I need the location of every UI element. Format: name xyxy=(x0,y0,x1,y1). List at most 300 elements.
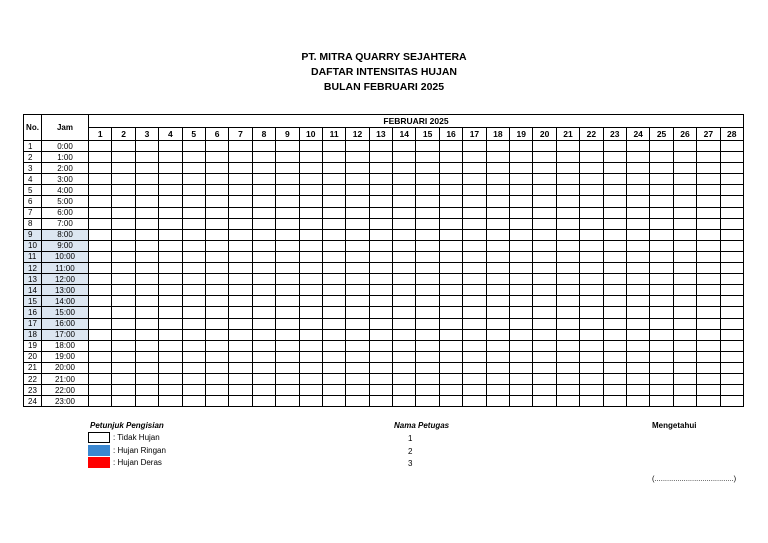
rain-cell[interactable] xyxy=(393,218,416,229)
rain-cell[interactable] xyxy=(112,163,135,174)
rain-cell[interactable] xyxy=(159,229,182,240)
rain-cell[interactable] xyxy=(229,296,252,307)
rain-cell[interactable] xyxy=(89,218,112,229)
rain-cell[interactable] xyxy=(346,373,369,384)
rain-cell[interactable] xyxy=(486,229,509,240)
rain-cell[interactable] xyxy=(603,185,626,196)
rain-cell[interactable] xyxy=(276,251,299,262)
rain-cell[interactable] xyxy=(135,152,158,163)
rain-cell[interactable] xyxy=(159,141,182,152)
rain-cell[interactable] xyxy=(112,196,135,207)
rain-cell[interactable] xyxy=(252,329,275,340)
rain-cell[interactable] xyxy=(673,218,696,229)
rain-cell[interactable] xyxy=(533,240,556,251)
rain-cell[interactable] xyxy=(229,141,252,152)
rain-cell[interactable] xyxy=(697,274,720,285)
rain-cell[interactable] xyxy=(533,196,556,207)
rain-cell[interactable] xyxy=(463,296,486,307)
rain-cell[interactable] xyxy=(393,296,416,307)
rain-cell[interactable] xyxy=(112,207,135,218)
rain-cell[interactable] xyxy=(205,285,228,296)
rain-cell[interactable] xyxy=(299,285,322,296)
rain-cell[interactable] xyxy=(182,385,205,396)
rain-cell[interactable] xyxy=(276,396,299,407)
rain-cell[interactable] xyxy=(673,396,696,407)
rain-cell[interactable] xyxy=(252,318,275,329)
rain-cell[interactable] xyxy=(89,141,112,152)
rain-cell[interactable] xyxy=(626,362,649,373)
rain-cell[interactable] xyxy=(439,285,462,296)
rain-cell[interactable] xyxy=(533,340,556,351)
rain-cell[interactable] xyxy=(182,152,205,163)
rain-cell[interactable] xyxy=(252,307,275,318)
rain-cell[interactable] xyxy=(322,285,345,296)
rain-cell[interactable] xyxy=(556,318,579,329)
rain-cell[interactable] xyxy=(486,185,509,196)
rain-cell[interactable] xyxy=(159,263,182,274)
rain-cell[interactable] xyxy=(159,307,182,318)
rain-cell[interactable] xyxy=(393,196,416,207)
rain-cell[interactable] xyxy=(673,240,696,251)
rain-cell[interactable] xyxy=(276,296,299,307)
rain-cell[interactable] xyxy=(603,141,626,152)
rain-cell[interactable] xyxy=(182,218,205,229)
rain-cell[interactable] xyxy=(486,174,509,185)
rain-cell[interactable] xyxy=(439,141,462,152)
rain-cell[interactable] xyxy=(393,229,416,240)
rain-cell[interactable] xyxy=(252,196,275,207)
rain-cell[interactable] xyxy=(697,163,720,174)
rain-cell[interactable] xyxy=(463,362,486,373)
rain-cell[interactable] xyxy=(159,396,182,407)
rain-cell[interactable] xyxy=(112,362,135,373)
rain-cell[interactable] xyxy=(135,318,158,329)
rain-cell[interactable] xyxy=(486,307,509,318)
rain-cell[interactable] xyxy=(89,340,112,351)
rain-cell[interactable] xyxy=(346,351,369,362)
rain-cell[interactable] xyxy=(533,318,556,329)
rain-cell[interactable] xyxy=(112,351,135,362)
rain-cell[interactable] xyxy=(603,329,626,340)
rain-cell[interactable] xyxy=(486,218,509,229)
rain-cell[interactable] xyxy=(697,318,720,329)
rain-cell[interactable] xyxy=(135,274,158,285)
rain-cell[interactable] xyxy=(439,229,462,240)
rain-cell[interactable] xyxy=(510,218,533,229)
rain-cell[interactable] xyxy=(159,296,182,307)
rain-cell[interactable] xyxy=(159,185,182,196)
rain-cell[interactable] xyxy=(580,385,603,396)
rain-cell[interactable] xyxy=(346,196,369,207)
rain-cell[interactable] xyxy=(650,251,673,262)
rain-cell[interactable] xyxy=(439,218,462,229)
rain-cell[interactable] xyxy=(463,373,486,384)
rain-cell[interactable] xyxy=(626,141,649,152)
rain-cell[interactable] xyxy=(205,296,228,307)
rain-cell[interactable] xyxy=(135,263,158,274)
rain-cell[interactable] xyxy=(416,163,439,174)
rain-cell[interactable] xyxy=(135,373,158,384)
rain-cell[interactable] xyxy=(369,362,392,373)
rain-cell[interactable] xyxy=(299,362,322,373)
rain-cell[interactable] xyxy=(182,362,205,373)
rain-cell[interactable] xyxy=(720,373,743,384)
rain-cell[interactable] xyxy=(182,373,205,384)
rain-cell[interactable] xyxy=(533,218,556,229)
rain-cell[interactable] xyxy=(439,351,462,362)
rain-cell[interactable] xyxy=(346,318,369,329)
rain-cell[interactable] xyxy=(650,196,673,207)
rain-cell[interactable] xyxy=(182,285,205,296)
rain-cell[interactable] xyxy=(369,307,392,318)
rain-cell[interactable] xyxy=(205,340,228,351)
rain-cell[interactable] xyxy=(463,274,486,285)
rain-cell[interactable] xyxy=(369,274,392,285)
rain-cell[interactable] xyxy=(135,362,158,373)
rain-cell[interactable] xyxy=(205,141,228,152)
rain-cell[interactable] xyxy=(369,174,392,185)
rain-cell[interactable] xyxy=(135,396,158,407)
rain-cell[interactable] xyxy=(416,340,439,351)
rain-cell[interactable] xyxy=(89,263,112,274)
rain-cell[interactable] xyxy=(439,373,462,384)
rain-cell[interactable] xyxy=(650,373,673,384)
rain-cell[interactable] xyxy=(276,240,299,251)
rain-cell[interactable] xyxy=(720,141,743,152)
rain-cell[interactable] xyxy=(533,385,556,396)
rain-cell[interactable] xyxy=(580,296,603,307)
rain-cell[interactable] xyxy=(626,240,649,251)
rain-cell[interactable] xyxy=(369,351,392,362)
rain-cell[interactable] xyxy=(533,251,556,262)
rain-cell[interactable] xyxy=(673,329,696,340)
rain-cell[interactable] xyxy=(697,263,720,274)
rain-cell[interactable] xyxy=(556,240,579,251)
rain-cell[interactable] xyxy=(229,229,252,240)
rain-cell[interactable] xyxy=(720,340,743,351)
rain-cell[interactable] xyxy=(299,329,322,340)
rain-cell[interactable] xyxy=(626,218,649,229)
rain-cell[interactable] xyxy=(159,251,182,262)
rain-cell[interactable] xyxy=(533,274,556,285)
rain-cell[interactable] xyxy=(580,285,603,296)
rain-cell[interactable] xyxy=(416,240,439,251)
rain-cell[interactable] xyxy=(322,373,345,384)
rain-cell[interactable] xyxy=(346,185,369,196)
rain-cell[interactable] xyxy=(626,396,649,407)
rain-cell[interactable] xyxy=(229,218,252,229)
rain-cell[interactable] xyxy=(416,396,439,407)
rain-cell[interactable] xyxy=(463,240,486,251)
rain-cell[interactable] xyxy=(463,141,486,152)
rain-cell[interactable] xyxy=(626,163,649,174)
rain-cell[interactable] xyxy=(205,174,228,185)
rain-cell[interactable] xyxy=(486,296,509,307)
rain-cell[interactable] xyxy=(393,351,416,362)
rain-cell[interactable] xyxy=(252,152,275,163)
rain-cell[interactable] xyxy=(720,163,743,174)
rain-cell[interactable] xyxy=(697,207,720,218)
rain-cell[interactable] xyxy=(650,174,673,185)
rain-cell[interactable] xyxy=(697,229,720,240)
rain-cell[interactable] xyxy=(322,240,345,251)
rain-cell[interactable] xyxy=(89,274,112,285)
rain-cell[interactable] xyxy=(603,263,626,274)
rain-cell[interactable] xyxy=(112,296,135,307)
rain-cell[interactable] xyxy=(393,263,416,274)
rain-cell[interactable] xyxy=(533,296,556,307)
rain-cell[interactable] xyxy=(205,396,228,407)
rain-cell[interactable] xyxy=(463,340,486,351)
rain-cell[interactable] xyxy=(89,174,112,185)
rain-cell[interactable] xyxy=(556,185,579,196)
rain-cell[interactable] xyxy=(510,196,533,207)
rain-cell[interactable] xyxy=(276,163,299,174)
rain-cell[interactable] xyxy=(112,251,135,262)
rain-cell[interactable] xyxy=(112,240,135,251)
rain-cell[interactable] xyxy=(252,296,275,307)
rain-cell[interactable] xyxy=(322,196,345,207)
rain-cell[interactable] xyxy=(439,274,462,285)
rain-cell[interactable] xyxy=(556,351,579,362)
rain-cell[interactable] xyxy=(556,274,579,285)
rain-cell[interactable] xyxy=(252,229,275,240)
rain-cell[interactable] xyxy=(486,240,509,251)
rain-cell[interactable] xyxy=(673,141,696,152)
rain-cell[interactable] xyxy=(205,362,228,373)
rain-cell[interactable] xyxy=(416,362,439,373)
rain-cell[interactable] xyxy=(697,141,720,152)
rain-cell[interactable] xyxy=(229,329,252,340)
rain-cell[interactable] xyxy=(299,185,322,196)
rain-cell[interactable] xyxy=(556,296,579,307)
rain-cell[interactable] xyxy=(89,362,112,373)
rain-cell[interactable] xyxy=(182,351,205,362)
rain-cell[interactable] xyxy=(159,174,182,185)
rain-cell[interactable] xyxy=(580,251,603,262)
rain-cell[interactable] xyxy=(510,307,533,318)
rain-cell[interactable] xyxy=(276,229,299,240)
rain-cell[interactable] xyxy=(697,362,720,373)
rain-cell[interactable] xyxy=(393,396,416,407)
rain-cell[interactable] xyxy=(252,207,275,218)
rain-cell[interactable] xyxy=(580,274,603,285)
rain-cell[interactable] xyxy=(673,340,696,351)
rain-cell[interactable] xyxy=(135,307,158,318)
rain-cell[interactable] xyxy=(673,229,696,240)
rain-cell[interactable] xyxy=(159,318,182,329)
rain-cell[interactable] xyxy=(276,218,299,229)
rain-cell[interactable] xyxy=(650,185,673,196)
rain-cell[interactable] xyxy=(439,174,462,185)
rain-cell[interactable] xyxy=(697,329,720,340)
rain-cell[interactable] xyxy=(603,351,626,362)
rain-cell[interactable] xyxy=(252,396,275,407)
rain-cell[interactable] xyxy=(416,218,439,229)
rain-cell[interactable] xyxy=(229,385,252,396)
rain-cell[interactable] xyxy=(89,152,112,163)
rain-cell[interactable] xyxy=(626,318,649,329)
rain-cell[interactable] xyxy=(369,318,392,329)
rain-cell[interactable] xyxy=(322,218,345,229)
rain-cell[interactable] xyxy=(650,362,673,373)
rain-cell[interactable] xyxy=(510,351,533,362)
rain-cell[interactable] xyxy=(580,351,603,362)
rain-cell[interactable] xyxy=(205,351,228,362)
rain-cell[interactable] xyxy=(276,385,299,396)
rain-cell[interactable] xyxy=(510,141,533,152)
rain-cell[interactable] xyxy=(603,318,626,329)
rain-cell[interactable] xyxy=(112,340,135,351)
rain-cell[interactable] xyxy=(276,174,299,185)
rain-cell[interactable] xyxy=(89,396,112,407)
rain-cell[interactable] xyxy=(533,396,556,407)
rain-cell[interactable] xyxy=(463,285,486,296)
rain-cell[interactable] xyxy=(720,307,743,318)
rain-cell[interactable] xyxy=(533,185,556,196)
rain-cell[interactable] xyxy=(369,185,392,196)
rain-cell[interactable] xyxy=(393,329,416,340)
rain-cell[interactable] xyxy=(369,385,392,396)
rain-cell[interactable] xyxy=(299,307,322,318)
rain-cell[interactable] xyxy=(697,285,720,296)
rain-cell[interactable] xyxy=(346,385,369,396)
rain-cell[interactable] xyxy=(112,263,135,274)
rain-cell[interactable] xyxy=(603,152,626,163)
rain-cell[interactable] xyxy=(205,196,228,207)
rain-cell[interactable] xyxy=(510,174,533,185)
rain-cell[interactable] xyxy=(580,207,603,218)
rain-cell[interactable] xyxy=(135,185,158,196)
rain-cell[interactable] xyxy=(416,351,439,362)
rain-cell[interactable] xyxy=(650,307,673,318)
rain-cell[interactable] xyxy=(533,307,556,318)
rain-cell[interactable] xyxy=(603,296,626,307)
rain-cell[interactable] xyxy=(229,207,252,218)
rain-cell[interactable] xyxy=(697,251,720,262)
rain-cell[interactable] xyxy=(276,152,299,163)
rain-cell[interactable] xyxy=(580,218,603,229)
rain-cell[interactable] xyxy=(720,296,743,307)
rain-cell[interactable] xyxy=(463,318,486,329)
rain-cell[interactable] xyxy=(556,152,579,163)
rain-cell[interactable] xyxy=(673,385,696,396)
rain-cell[interactable] xyxy=(416,196,439,207)
rain-cell[interactable] xyxy=(252,141,275,152)
rain-cell[interactable] xyxy=(276,351,299,362)
rain-cell[interactable] xyxy=(346,296,369,307)
rain-cell[interactable] xyxy=(673,163,696,174)
rain-cell[interactable] xyxy=(673,185,696,196)
rain-cell[interactable] xyxy=(720,318,743,329)
rain-cell[interactable] xyxy=(299,229,322,240)
rain-cell[interactable] xyxy=(533,263,556,274)
rain-cell[interactable] xyxy=(229,307,252,318)
rain-cell[interactable] xyxy=(416,285,439,296)
rain-cell[interactable] xyxy=(252,373,275,384)
rain-cell[interactable] xyxy=(416,251,439,262)
rain-cell[interactable] xyxy=(276,141,299,152)
rain-cell[interactable] xyxy=(393,274,416,285)
rain-cell[interactable] xyxy=(439,340,462,351)
rain-cell[interactable] xyxy=(486,274,509,285)
rain-cell[interactable] xyxy=(556,218,579,229)
rain-cell[interactable] xyxy=(229,152,252,163)
rain-cell[interactable] xyxy=(322,185,345,196)
rain-cell[interactable] xyxy=(626,340,649,351)
rain-cell[interactable] xyxy=(393,385,416,396)
rain-cell[interactable] xyxy=(112,307,135,318)
rain-cell[interactable] xyxy=(205,318,228,329)
rain-cell[interactable] xyxy=(229,362,252,373)
rain-cell[interactable] xyxy=(580,152,603,163)
rain-cell[interactable] xyxy=(205,251,228,262)
rain-cell[interactable] xyxy=(626,373,649,384)
rain-cell[interactable] xyxy=(182,240,205,251)
rain-cell[interactable] xyxy=(299,385,322,396)
rain-cell[interactable] xyxy=(486,362,509,373)
rain-cell[interactable] xyxy=(89,207,112,218)
rain-cell[interactable] xyxy=(112,318,135,329)
rain-cell[interactable] xyxy=(720,240,743,251)
rain-cell[interactable] xyxy=(556,196,579,207)
rain-cell[interactable] xyxy=(463,163,486,174)
rain-cell[interactable] xyxy=(603,251,626,262)
rain-cell[interactable] xyxy=(533,163,556,174)
rain-cell[interactable] xyxy=(720,285,743,296)
rain-cell[interactable] xyxy=(135,207,158,218)
rain-cell[interactable] xyxy=(486,152,509,163)
rain-cell[interactable] xyxy=(510,274,533,285)
rain-cell[interactable] xyxy=(416,307,439,318)
rain-cell[interactable] xyxy=(159,351,182,362)
rain-cell[interactable] xyxy=(135,296,158,307)
rain-cell[interactable] xyxy=(486,351,509,362)
rain-cell[interactable] xyxy=(346,240,369,251)
rain-cell[interactable] xyxy=(510,240,533,251)
rain-cell[interactable] xyxy=(533,362,556,373)
rain-cell[interactable] xyxy=(182,307,205,318)
rain-cell[interactable] xyxy=(135,163,158,174)
rain-cell[interactable] xyxy=(486,207,509,218)
rain-cell[interactable] xyxy=(322,229,345,240)
rain-cell[interactable] xyxy=(229,251,252,262)
rain-cell[interactable] xyxy=(229,318,252,329)
rain-cell[interactable] xyxy=(486,340,509,351)
rain-cell[interactable] xyxy=(463,218,486,229)
rain-cell[interactable] xyxy=(486,329,509,340)
rain-cell[interactable] xyxy=(556,362,579,373)
rain-cell[interactable] xyxy=(650,318,673,329)
rain-cell[interactable] xyxy=(369,229,392,240)
rain-cell[interactable] xyxy=(322,329,345,340)
rain-cell[interactable] xyxy=(276,185,299,196)
rain-cell[interactable] xyxy=(112,285,135,296)
rain-cell[interactable] xyxy=(580,307,603,318)
rain-cell[interactable] xyxy=(650,340,673,351)
rain-cell[interactable] xyxy=(580,196,603,207)
rain-cell[interactable] xyxy=(556,385,579,396)
rain-cell[interactable] xyxy=(556,396,579,407)
rain-cell[interactable] xyxy=(346,207,369,218)
rain-cell[interactable] xyxy=(346,152,369,163)
rain-cell[interactable] xyxy=(720,229,743,240)
rain-cell[interactable] xyxy=(159,218,182,229)
rain-cell[interactable] xyxy=(299,396,322,407)
rain-cell[interactable] xyxy=(322,362,345,373)
rain-cell[interactable] xyxy=(276,274,299,285)
rain-cell[interactable] xyxy=(205,373,228,384)
